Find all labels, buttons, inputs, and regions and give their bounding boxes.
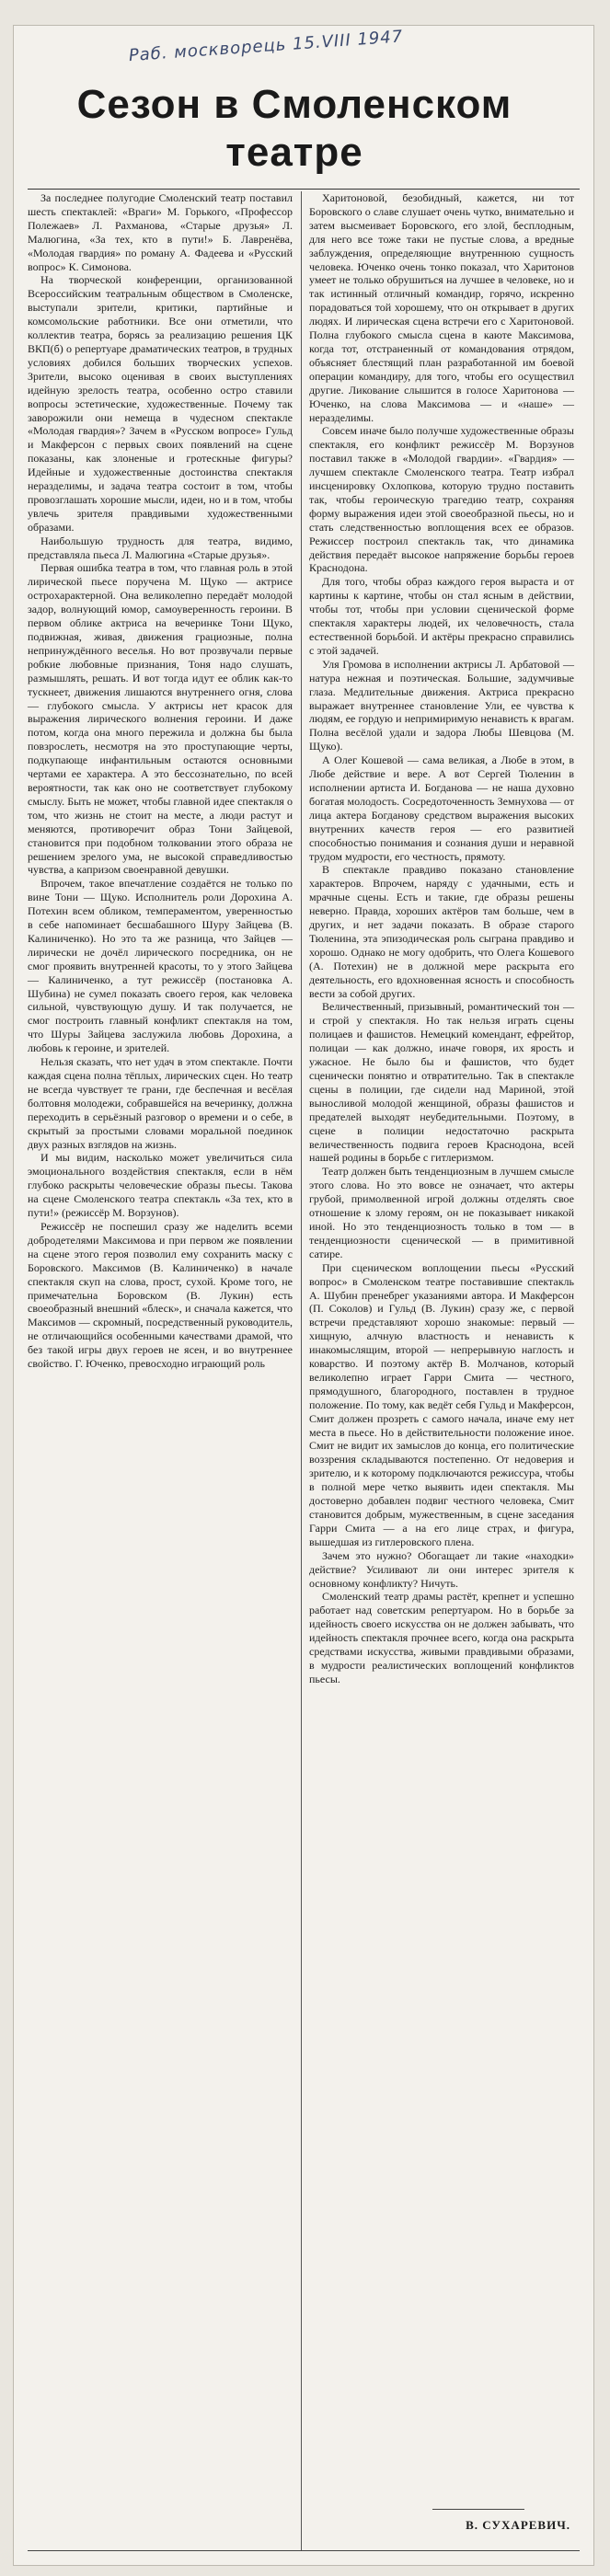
paragraph: На творческой конференции, организованной Всероссийским театральным обществом в Смоленске, выступали зрители, критики, партийные и комсомольские работники. Все они отметили, что коллектив театра, борясь за реализацию решения ЦК ВКП(б) о репертуаре драматических театров, в трудных условиях добился больших творческих успехов. Зрители, высоко оценивая в своих выступлениях идейную зрелость театра, особенно остро ставили вопросы эстетические, художественные. Почему так заворожили они немеща в чудесном спектакле «Молодая гвардия»? Зачем в «Русском вопросе» Гульд и Макферсон с первых своих появлений на сцене показаны, как злоненые и гротескные фигуры? Идейные и художественные достоинства спектакля неразделимы, и задача театра состоит в том, чтобы провозглашать хорошие мысли, идеи, но и в том, чтобы увлечь зрителя правдивыми художественными образами. [28, 273, 293, 534]
author-signature: В. СУХАРЕВИЧ. [466, 2518, 570, 2532]
article-column-left [28, 191, 293, 1371]
paragraph: Смоленский театр драмы растёт, крепнет и успешно работает над советским репертуаром. Но в борьбе за идейность своего искусства он не должен забывать, что идейность спектакля прочнее всего, когда она раскрыта средствами искусства, живыми правдивыми образами, в мудрости реалистических воплощений конфликтов пьесы. [309, 1590, 574, 1685]
column-divider [301, 191, 302, 2551]
article-column-right [309, 191, 574, 1686]
paragraph: Величественный, призывный, романтический тон — и строй у спектакля. Но так нельзя играть сцены полицаев и фашистов. Немецкий комендант, ефрейтор, полицаи — как должно, иначе говоря, их ярость и ужасное. Не было бы и фашистов, что будет сценически понятно и отвратительно. Так в спектакле сцены в полиции, где сидели над Мариной, этой выносливой молодой женщиной, образы фашистов и предателей выходят неубедительными. Поэтому, в сцене в полиции недостаточно раскрыта величественность подвига героев Краснодона, всей нашей родины в борьбе с гитлеризмом. [309, 1000, 574, 1165]
paragraph: Первая ошибка театра в том, что главная роль в этой лирической пьесе поручена М. Щуко — актрисе остроxарактерной. Она великолепно передаёт молодой задор, волнующий юмор, самоуверенность героини. В первом облике актриса на вечеринке Тони Щуко, подвижная, живая, движения грациозные, полна непринуждённого веселья. Но вот прозвучали первые робкие любовные признания, Тоня надо слушать, размышлять, решать. И вот тогда идут ее облик как-то тускнеет, движения лишаются внутреннего огня, слова — глубокого смысла. У актрисы нет красок для выражения лирического волнения героини. И даже потом, когда она много пережила и должна бы была повзрослеть, несмотря на это проступающие черты, подкупающе инфантильным остаются основными чертами ее характера. А это бессознательно, по всей вероятности, так как оно не соответствует глубокому смыслу. Быть не может, чтобы главной идее спектакля о том, что жизнь не стоит на месте, а люди растут и меняются, противоречит образ Тони Зайцевой, становится при подобном толковании этого образа не решением зрелого ума, не высокой справедливостью чувства, а капризом своенравной девушки. [28, 561, 293, 877]
paragraph: Для того, чтобы образ каждого героя выраста и от картины к картине, чтобы он стал ясным в действии, чтобы тот, чтобы при условии сценической форме спектакля характеры людей, их человечность, стала естественной борьбой. И актёры прекрасно справились с этой задачей. [309, 575, 574, 657]
article-title-line-1: Сезон в Смоленском [76, 82, 512, 127]
paragraph: А Олег Кошевой — сама великая, а Любе в этом, в Любе действие и вере. А вот Сергей Тюленин в исполнении артиста И. Богданова — не наша духовно богатая молодость. Сосредоточенность Земнухова — от лица актера Богданову средством выражения высоких внутренних качеств героя — его развитией способностью понимания и сознания души и неравной трудом мудрости, его честность, прямоту. [309, 753, 574, 863]
paragraph: При сценическом воплощении пьесы «Русский вопрос» в Смоленском театре поставившие спектакль А. Шубин пренебрег указаниями автора. И Макферсон (П. Соколов) и Гульд (В. Лукин) сразу же, с первой встречи представляют хорошо знакомые: первый — хищную, алчную властность и ненависть к инакомыслящим, второй — непрерывную наглость и коварство. И поэтому актёр В. Молчанов, который великолепно играет Гарри Смита — честного, прямодушного, благородного, поставлен в трудное положение. По тому, как ведёт себя Гульд и Макферсон, Смит должен прозреть с самого начала, иначе ему нет места в пьесе. Но в действительности положение иное. Смит не видит их замыслов до конца, его политические воззрения складываются постепенно. От недоверия и зрителю, и к которому подключаются режиссура, чтобы в полной мере четко выявить идеи спектакля. Мы достоверно добавлен подвиг честного человека, Смит становится добрым, мужественным, в сцене заседания Гарри Смита — а на его лице страх, и фигура, вышедшая из гитлеровского плена. [309, 1260, 574, 1548]
title-divider [28, 189, 580, 190]
paragraph: И мы видим, насколько может увеличиться сила эмоционального воздействия спектакля, если в нём глубоко раскрыты человеческие образы пьесы. Такова на сцене Смоленского театра спектакль «За тех, кто в пути!» (режиссёр М. Ворзунов). [28, 1151, 293, 1220]
paragraph: Харитоновой, безобидный, кажется, ни тот Боровского о славе слушает очень чутко, внимательно и затем высмеивает Боровского, его злой, бесплодным, для него все тоже таки не пустые слова, а вредные заблуждения, определяющие внутреннюю сущность человека. Юченко очень тонко показал, что Харитонов умеет не только обрушиться на лучшее в человеке, но и так истинный отличный командир, горячо, искренно порадоваться той хорошему, что он открывает в других людях. И лирическая сцена встречи его с Харитоновой. Полна глубокого смысла сцена в каюте Максимова, когда тот, отстраненный от командования отрядом, объясняет блестящий план разработанной им боевой операции командиру, для того, чтобы его осуществил другие. Ликование слышится в голосе Харитонова — Юченко, на слова Максимова — и «наше» — неразделимы. [309, 191, 574, 424]
bottom-divider [28, 2550, 580, 2551]
paragraph: В спектакле правдиво показано становление характеров. Впрочем, наряду с удачными, есть и мрачные сцены. Есть и такие, где образы решены неверно. Правда, хороших актёров там больше, чем в других, и нет задачи показать. В образе старого Тюленина, эта эпизодическая роль сыграна правдиво и хорошо. Однако не могу одобрить, что Олега Кошевого (А. Потехин) не в должной мере раскрыта его деятельность, его вдохновенная ясность и способность вести за собой других. [309, 863, 574, 1000]
paragraph: Нельзя сказать, что нет удач в этом спектакле. Почти каждая сцена полна тёплых, лирических сцен. Но театр не всегда чувствует те грани, где беспечная и весёлая болтовня молодежи, собравшейся на вечеринку, должна переходить в серьёзный разговор о времени и о себе, в скрытый за простыми словами моральной поединок двух разных взглядов на жизнь. [28, 1055, 293, 1151]
paragraph: Совсем иначе было получше художественные образы спектакля, его конфликт режиссёр М. Ворзунов поставил также в «Молодой гвардии». «Гвардия» — лучшем спектакле Смоленского театра. Театр избрал инсценировку Охлопкова, которую трудно поставить так, чтобы героическую трагедию театр, сохраняя форму выражения идеи этой своеобразной пьесы, но и стать следственностью воплощения всех ее образов. Режиссер построил спектакль так, что динамика действия передаёт высокое напряжение борьбы героев Краснодона. [309, 424, 574, 575]
paragraph: Наибольшую трудность для театра, видимо, представляла пьеса Л. Малюгина «Старые друзья». [28, 534, 293, 561]
paragraph: Зачем это нужно? Обогащает ли такие «находки» действие? Усиливают ли они интерес зрителя к основному конфликту? Ничуть. [309, 1548, 574, 1590]
article-title-line-2: театре [225, 130, 363, 175]
paragraph: Режиссёр не поспешил сразу же наделить всеми добродетелями Максимова и при первом же появлении на сцене этого героя позволил ему сохранить маску с Боровского. Максимов (В. Калиниченко) в начале спектакля скуп на слова, прост, сухой. Кроме того, не примечательна Боровском (В. Лукин) есть своеобразный внешний «блеск», и сначала кажется, что Максимов — скромный, посредственный руководитель, не отличающийся особенными качествами драмой, что без такой игры двух героев не ясен, и во внутреннее свойство. Г. Юченко, превосходно играющий роль [28, 1219, 293, 1371]
paragraph: За последнее полугодие Смоленский театр поставил шесть спектаклей: «Враги» М. Горького, «Профессор Полежаев» Л. Рахманова, «Старые друзья» Л. Малюгина, «За тех, кто в пути!» Б. Лавренёва, «Молодая гвардия» по роману А. Фадеева и «Русский вопрос» К. Симонова. [28, 191, 293, 273]
paragraph: Уля Громова в исполнении актрисы Л. Арбатовой — натура нежная и поэтическая. Большие, задумчивые глаза. Медлительные движения. Актриса прекрасно выражает внутреннее становление Ули, ее чувства к людям, ее гордую и непримиримую ненависть к врагам. Полна весёлой удали и задора Любы Шевцова (М. Щуко). [309, 657, 574, 753]
signature-rule [432, 2509, 524, 2510]
article-title [37, 81, 552, 177]
paragraph: Театр должен быть тенденциозным в лучшем смысле этого слова. Но это вовсе не означает, что актеры грубой, примолвенной игрой должны отделять свое отношение к злому героям, он не показывает никакой иной. Но это тенденциозность только в том — в тенденциозности сценической — в примитивной сатире. [309, 1165, 574, 1260]
handwritten-source-note: Раб. москворець 15.VIII 1947 [128, 27, 404, 66]
paragraph: Впрочем, такое впечатление создаётся не только по вине Тони — Щуко. Исполнитель роли Дорохина А. Потехин всем обликом, темпераментом, уверенностью в себе напоминает бесшабашного Шуру Зайцева (В. Калиниченко). Но это та же разница, что Зайцев — лирически не дочёл лирического посредника, он не смог проявить внутренней красоты, то у этого Зайцева — Калиниченко, а тут режиссёр (постановка А. Шубина) не сумел показать своего героя, как человека сильной, чувствующую душу. И так получается, не смог построить главный конфликт спектакля на том, что Шуры Зайцева заслужила любовь Дорохина, а любовь к героине, и зрителей. [28, 877, 293, 1055]
